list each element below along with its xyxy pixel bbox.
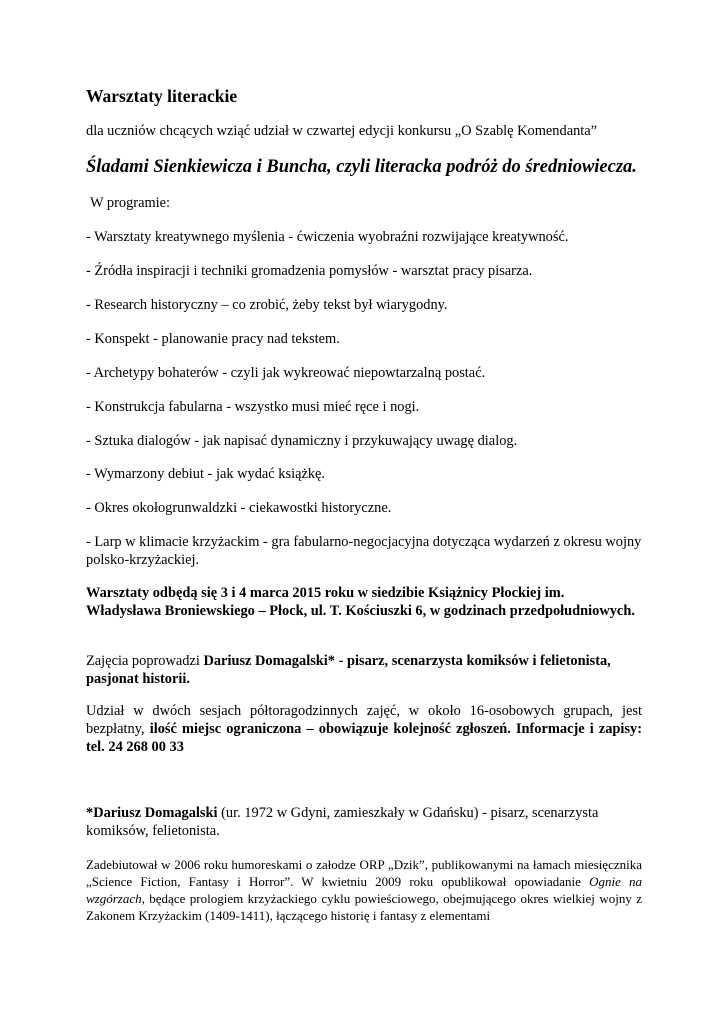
host-prefix: Zajęcia poprowadzi <box>86 653 204 669</box>
bio-paragraph <box>86 856 642 924</box>
participation-prefix: Udział w dwóch sesjach półtoragodzinnych zajęć, w około 16-osobowych grupach, jest bezpłatny, <box>86 703 642 737</box>
bio-para-1: Zadebiutował w 2006 roku humoreskami o załodze ORP „Dzik”, publikowanymi na łamach miesięcznika „Science Fiction, Fantasy i Horror”. W kwietniu 2009 roku opublikował opowiadanie <box>86 857 642 889</box>
bio-para-italic: Ognie na wzgórzach <box>86 874 642 906</box>
program-item-10: - Larp w klimacie krzyżackim - gra fabularno-negocjacyjna dotycząca wydarzeń z okresu wojny polsko-krzyżackiej. <box>86 534 642 568</box>
program-item-7: - Sztuka dialogów - jak napisać dynamiczny i przykuwający uwagę dialog. <box>86 433 518 449</box>
program-item-3: - Research historyczny – co zrobić, żeby tekst był wiarygodny. <box>86 297 448 313</box>
bio-intro-rest: (ur. 1972 w Gdyni, zamieszkały w Gdańsku) - pisarz, scenarzysta komiksów, felietonista. <box>86 805 599 839</box>
program-item-2: - Źródła inspiracji i techniki gromadzenia pomysłów - warsztat pracy pisarza. <box>86 263 533 279</box>
host-name: Dariusz Domagalski* - pisarz, scenarzysta komiksów i felietonista, pasjonat historii. <box>86 653 611 687</box>
program-item-9: - Okres okołogrunwaldzki - ciekawostki historyczne. <box>86 500 392 516</box>
participation-info <box>86 702 642 756</box>
program-item-8: - Wymarzony debiut - jak wydać książkę. <box>86 466 326 482</box>
program-item-5: - Archetypy bohaterów - czyli jak wykreować niepowtarzalną postać. <box>86 365 486 381</box>
intro-line: dla uczniów chcących wziąć udział w czwartej edycji konkursu „O Szablę Komendanta” <box>86 123 598 139</box>
program-item-1: - Warsztaty kreatywnego myślenia - ćwiczenia wyobraźni rozwijające kreatywność. <box>86 229 569 245</box>
event-details <box>86 584 642 620</box>
event-details-text: Warsztaty odbędą się 3 i 4 marca 2015 roku w siedzibie Książnicy Płockiej im. Władysława Broniewskiego – Płock, ul. T. Kościuszki 6, w godzinach przedpołudniowych. <box>86 585 635 619</box>
bio-name: *Dariusz Domagalski <box>86 805 218 821</box>
program-item-6: - Konstrukcja fabularna - wszystko musi mieć ręce i nogi. <box>86 399 420 415</box>
document-title: Warsztaty literackie <box>86 86 238 106</box>
participation-bold: ilość miejsc ograniczona – obowiązuje kolejność zgłoszeń. Informacje i zapisy: tel. 24 268 00 33 <box>86 721 643 755</box>
bio-para-rest: , będące prologiem krzyżackiego cyklu powieściowego, obejmującego okres wielkiej wojny z Zakonem Krzyżackim (1409-1411), łączącego historię i fantasy z elementami <box>86 891 642 923</box>
bio-intro <box>86 804 642 840</box>
workshop-subtitle: Śladami Sienkiewicza i Buncha, czyli literacka podróż do średniowiecza. <box>86 157 637 177</box>
program-heading: W programie: <box>90 195 171 211</box>
program-item-4: - Konspekt - planowanie pracy nad tekstem. <box>86 331 340 347</box>
host-info <box>86 652 642 688</box>
